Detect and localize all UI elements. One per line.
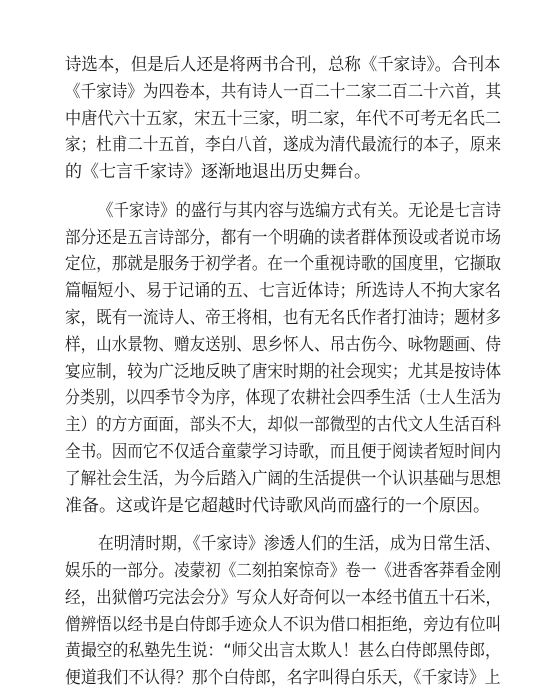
paragraph-3-line-6: 便道我们不认得？那个白侍郎，名字叫得白乐天，《千家诗》上 xyxy=(65,668,501,689)
paragraph-3-line-5: 黄撮空的私塾先生说：“师父出言太欺人！甚么白侍郎黑侍郎， xyxy=(65,641,501,662)
paragraph-1-line-3: 中唐代六十五家，宋五十三家，明二家，年代不可考无名氏二 xyxy=(65,108,502,129)
paragraph-2-line-4: 篇幅短小、易于记诵的五、七言近体诗；所选诗人不拘大家名 xyxy=(65,281,502,302)
paragraph-1-line-4: 家；杜甫二十五首，李白八首，遂成为清代最流行的本子，原来 xyxy=(65,135,502,156)
paragraph-2-line-9: 主）的方方面面，部头不大，却似一部微型的古代文人生活百科 xyxy=(65,415,502,436)
paragraph-2-line-3: 定位，那就是服务于初学者。在一个重视诗歌的国度里，它撷取 xyxy=(65,254,502,275)
paragraph-3-line-4: 僧辨悟以经书是白侍郎手迹众人不识为借口相拒绝，旁边有位叫 xyxy=(65,614,502,635)
paragraph-2-line-5: 家，既有一流诗人、帝王将相，也有无名氏作者打油诗；题材多 xyxy=(65,308,502,329)
paragraph-1-line-1: 诗选本，但是后人还是将两书合刊，总称《千家诗》。合刊本 xyxy=(65,55,501,75)
paragraph-2-line-10: 全书。因而它不仅适合童蒙学习诗歌，而且便于阅读者短时间内 xyxy=(65,441,502,462)
paragraph-1-line-5: 的《七言千家诗》逐渐地退出历史舞台。 xyxy=(65,162,371,183)
paragraph-2-line-6: 样，山水景物、赠友送别、思乡怀人、吊古伤今、咏物题画、侍 xyxy=(65,334,502,355)
paragraph-2-line-2: 部分还是五言诗部分，都有一个明确的读者群体预设或者说市场 xyxy=(65,227,502,248)
paragraph-2-line-7: 宴应制，较为广泛地反映了唐宋时期的社会现实；尤其是按诗体 xyxy=(65,361,502,382)
paragraph-2-line-8: 分类别，以四季节令为序，体现了农耕社会四季生活（士人生活为 xyxy=(65,388,502,409)
paragraph-2-line-12: 准备。这或许是它超越时代诗歌风尚而盛行的一个原因。 xyxy=(65,495,490,516)
paragraph-2-line-11: 了解社会生活，为今后踏入广阔的生活提供一个认识基础与思想 xyxy=(65,468,502,489)
paragraph-3-line-2: 娱乐的一部分。凌蒙初《二刻拍案惊奇》卷一《进香客莽看金刚 xyxy=(65,561,502,582)
paragraph-2-line-1: 《千家诗》的盛行与其内容与选编方式有关。无论是七言诗 xyxy=(98,200,502,221)
paragraph-3-line-3: 经，出狱僧巧完法会分》写众人好奇何以一本经书值五十石米， xyxy=(65,587,502,608)
paragraph-3-line-1: 在明清时期，《千家诗》渗透人们的生活，成为日常生活、 xyxy=(98,534,501,555)
paragraph-1-line-2: 《千家诗》为四卷本，共有诗人一百二十二家二百二十六首，其 xyxy=(65,81,502,102)
